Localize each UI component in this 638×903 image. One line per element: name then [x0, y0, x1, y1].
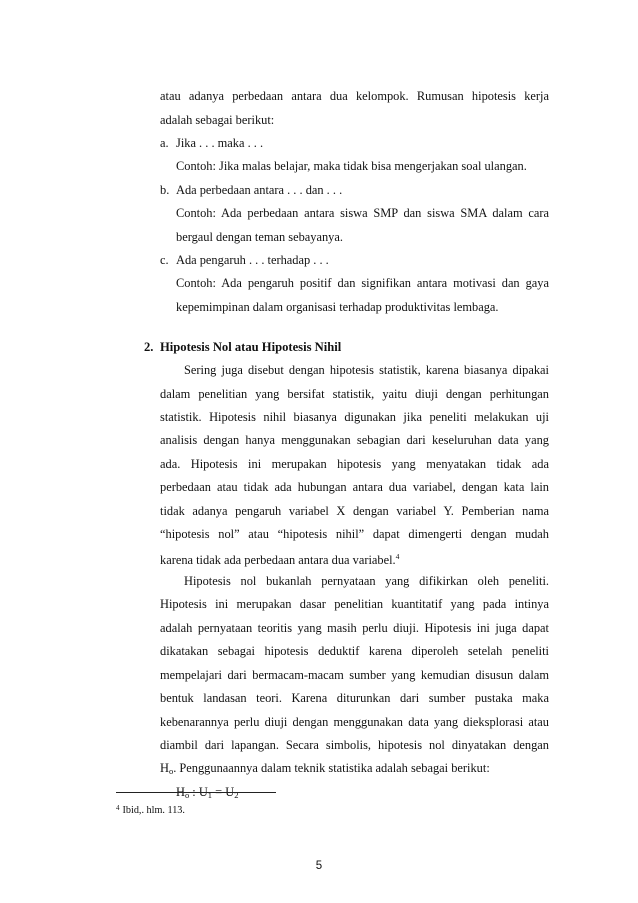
- list-marker-c: c.: [160, 253, 169, 267]
- para1-last-text: karena tidak ada perbedaan antara dua variabel.: [160, 553, 396, 567]
- para2-line-3: adalah pernyataan teoritis yang masih perlu diuji. Hipotesis ini juga dapat: [160, 621, 549, 635]
- section-title: Hipotesis Nol atau Hipotesis Nihil: [160, 340, 342, 354]
- para1-line-7: tidak adanya pengaruh variabel X dengan variabel Y. Pemberian nama: [160, 504, 549, 518]
- para2-last-text: . Penggunaannya dalam teknik statistika adalah sebagai berikut:: [173, 761, 490, 775]
- para2-line-5: mempelajari dari bermacam-macam sumber yang kemudian disusun dalam: [160, 668, 549, 682]
- footnote-divider: [116, 792, 276, 793]
- para2-line-2: Hipotesis ini merupakan dasar penelitian kuantitatif yang pada intinya: [160, 597, 549, 611]
- section-number: 2.: [144, 340, 154, 354]
- para2-line-7: kebenarannya perlu diuji dengan menggunakan data yang dieksplorasi atau: [160, 715, 549, 729]
- list-item-a-example: Contoh: Jika malas belajar, maka tidak bisa mengerjakan soal ulangan.: [176, 159, 527, 173]
- para1-line-1: Sering juga disebut dengan hipotesis statistik, karena biasanya dipakai: [184, 363, 549, 377]
- list-item-b-example-2: bergaul dengan teman sebayanya.: [176, 230, 343, 244]
- intro-line-1: atau adanya perbedaan antara dua kelompok. Rumusan hipotesis kerja: [160, 89, 549, 103]
- para2-line-9: [160, 760, 549, 779]
- formula-h-sub: o: [184, 790, 190, 800]
- list-item-c-example-1: Contoh: Ada pengaruh positif dan signifikan antara motivasi dan gaya: [176, 276, 549, 290]
- list-item-c-example-2: kepemimpinan dalam organisasi terhadap produktivitas lembaga.: [176, 300, 499, 314]
- formula-u2-sub: 2: [234, 790, 239, 800]
- footnote-number: 4: [116, 804, 120, 812]
- formula-u1-sub: 1: [207, 790, 213, 800]
- intro-line-2: adalah sebagai berikut:: [160, 113, 275, 127]
- section-heading: [144, 339, 341, 355]
- formula-mid: : U: [189, 785, 208, 799]
- para2-line-4: dikatakan sebagai hipotesis deduktif karena diperoleh setelah peneliti: [160, 644, 549, 658]
- list-marker-b: b.: [160, 183, 170, 197]
- symbol-h-sub: o: [168, 766, 174, 776]
- para2-line-6: bentuk landasan teori. Karena diturunkan dari sumber pustaka maka: [160, 691, 549, 705]
- para1-line-8: “hipotesis nol” atau “hipotesis nihil” dapat dimengerti dengan mudah: [160, 527, 549, 541]
- list-item-b-example-1: Contoh: Ada perbedaan antara siswa SMP dan siswa SMA dalam cara: [176, 206, 549, 220]
- para1-line-5: ada. Hipotesis ini merupakan hipotesis yang menyatakan tidak ada: [160, 457, 549, 471]
- page-number: 5: [315, 860, 323, 872]
- para2-line-8: diambil dari lapangan. Secara simbolis, hipotesis nol dinyatakan dengan: [160, 738, 549, 752]
- footnote-ref: 4: [395, 552, 400, 561]
- para1-line-3: statistik. Hipotesis nihil biasanya digunakan jika peneliti melakukan uji: [160, 410, 549, 424]
- list-marker-a: a.: [160, 136, 169, 150]
- para1-line-9: [160, 549, 549, 568]
- footnote-text: Ibid,. hlm. 113.: [122, 805, 185, 816]
- para1-line-4: analisis dengan hanya menggunakan sebagian dari keseluruhan data yang: [160, 433, 549, 447]
- para2-line-1: Hipotesis nol bukanlah pernyataan yang difikirkan oleh peneliti.: [184, 574, 549, 588]
- formula: [176, 784, 238, 803]
- list-item-a-head: Jika . . . maka . . .: [176, 136, 264, 150]
- footnote: [116, 801, 185, 818]
- formula-h: H: [176, 785, 185, 799]
- list-item-b-head: Ada perbedaan antara . . . dan . . .: [176, 183, 343, 197]
- para1-line-2: dalam penelitian yang bersifat statistik, yaitu diuji dengan perhitungan: [160, 387, 549, 401]
- para1-line-6: perbedaan atau tidak ada hubungan antara dua variabel, dengan kata lain: [160, 480, 549, 494]
- symbol-h: H: [160, 761, 169, 775]
- list-item-c-head: Ada pengaruh . . . terhadap . . .: [176, 253, 329, 267]
- formula-eq: = U: [212, 785, 235, 799]
